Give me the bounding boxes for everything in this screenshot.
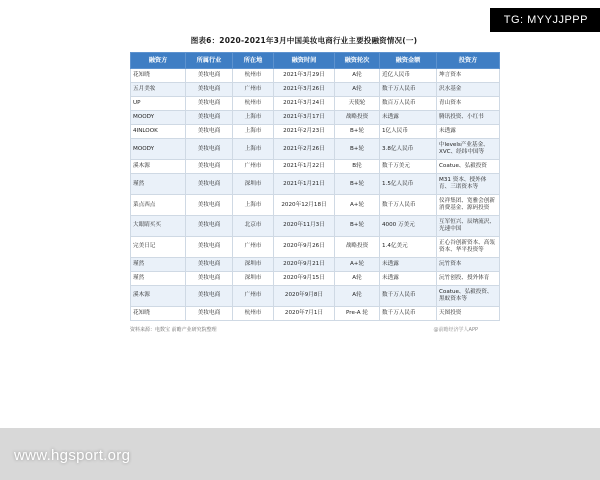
cell-investor: 天图投资 [437, 306, 500, 320]
cell-round: A轮 [335, 83, 380, 97]
cell-date: 2021年1月21日 [274, 174, 335, 195]
source-note: 资料来源：电数宝 前瞻产业研究院整理 [130, 326, 217, 333]
cell-amount: 1亿人民币 [380, 125, 437, 139]
telegram-watermark-badge: TG: MYYJJPPP [490, 8, 600, 32]
cell-investor: 仪祥集团、宽雅会创新消费基金、源码投资 [437, 195, 500, 216]
cell-company: 瑾然 [131, 257, 186, 271]
cell-industry: 美妆电商 [186, 97, 233, 111]
cell-company: 菜点西点 [131, 195, 186, 216]
cell-date: 2020年9月26日 [274, 236, 335, 257]
cell-investor: 沅竹创投、授外体育 [437, 271, 500, 285]
cell-industry: 美妆电商 [186, 216, 233, 237]
cell-round: B+轮 [335, 216, 380, 237]
cell-company: 瑾然 [131, 271, 186, 285]
cell-amount: 未透露 [380, 111, 437, 125]
cell-amount: 数百万人民币 [380, 97, 437, 111]
cell-industry: 美妆电商 [186, 139, 233, 160]
cell-company: 完美日记 [131, 236, 186, 257]
cell-round: A+轮 [335, 195, 380, 216]
table-row [131, 125, 500, 139]
cell-location: 上海市 [233, 125, 274, 139]
cell-amount: 3.8亿人民币 [380, 139, 437, 160]
cell-location: 上海市 [233, 139, 274, 160]
cell-date: 2020年9月21日 [274, 257, 335, 271]
cell-industry: 美妆电商 [186, 174, 233, 195]
financing-table [130, 52, 500, 321]
cell-company: 溪木源 [131, 285, 186, 306]
site-url-watermark: www.hgsport.org [14, 447, 131, 464]
cell-location: 上海市 [233, 111, 274, 125]
column-header-company: 融资方 [131, 52, 186, 68]
table-row [131, 285, 500, 306]
cell-amount: 近亿人民币 [380, 69, 437, 83]
cell-round: A轮 [335, 271, 380, 285]
figure-container [130, 36, 495, 333]
cell-investor: 沢水基金 [437, 83, 500, 97]
cell-round: B+轮 [335, 174, 380, 195]
cell-company: UP [131, 97, 186, 111]
cell-round: B+轮 [335, 139, 380, 160]
cell-amount: 未透露 [380, 271, 437, 285]
column-header-round: 融资轮次 [335, 52, 380, 68]
cell-company: MOODY [131, 111, 186, 125]
cell-amount: 数千万人民币 [380, 195, 437, 216]
cell-location: 北京市 [233, 216, 274, 237]
cell-amount: 数千万人民币 [380, 83, 437, 97]
cell-amount: 1.5亿人民币 [380, 174, 437, 195]
cell-date: 2021年3月24日 [274, 97, 335, 111]
cell-date: 2020年9月8日 [274, 285, 335, 306]
cell-date: 2021年3月26日 [274, 83, 335, 97]
table-row [131, 257, 500, 271]
cell-amount: 数千万美元 [380, 160, 437, 174]
cell-industry: 美妆电商 [186, 285, 233, 306]
column-header-location: 所在地 [233, 52, 274, 68]
cell-investor: 沅竹资本 [437, 257, 500, 271]
cell-date: 2021年3月17日 [274, 111, 335, 125]
cell-company: 花知晓 [131, 306, 186, 320]
cell-round: Pre-A 轮 [335, 306, 380, 320]
source-row [130, 326, 478, 333]
cell-round: 天使轮 [335, 97, 380, 111]
table-row [131, 111, 500, 125]
cell-date: 2021年1月22日 [274, 160, 335, 174]
cell-industry: 美妆电商 [186, 271, 233, 285]
cell-date: 2020年7月1日 [274, 306, 335, 320]
table-header-row [131, 52, 500, 68]
cell-amount: 4000 万美元 [380, 216, 437, 237]
column-header-industry: 所属行业 [186, 52, 233, 68]
cell-date: 2020年11月3日 [274, 216, 335, 237]
cell-location: 杭州市 [233, 97, 274, 111]
cell-investor: 未透露 [437, 125, 500, 139]
cell-investor: 腾讯投资、小红书 [437, 111, 500, 125]
cell-location: 深圳市 [233, 271, 274, 285]
publisher-note: @前瞻经济学人APP [433, 326, 478, 333]
cell-company: 大眼睛买买 [131, 216, 186, 237]
table-row [131, 174, 500, 195]
cell-location: 杭州市 [233, 69, 274, 83]
cell-industry: 美妆电商 [186, 111, 233, 125]
cell-date: 2021年3月29日 [274, 69, 335, 83]
cell-date: 2021年2月26日 [274, 139, 335, 160]
cell-industry: 美妆电商 [186, 257, 233, 271]
table-row [131, 306, 500, 320]
cell-round: 战略投资 [335, 111, 380, 125]
cell-location: 广州市 [233, 236, 274, 257]
cell-company: 溪木源 [131, 160, 186, 174]
table-header [131, 52, 500, 68]
figure-title: 图表6：2020-2021年3月中国美妆电商行业主要投融资情况(一) [190, 36, 418, 45]
column-header-investor: 投资方 [437, 52, 500, 68]
cell-investor: 互军恒兴、辰纳流沢、光速中国 [437, 216, 500, 237]
cell-location: 杭州市 [233, 306, 274, 320]
table-row [131, 69, 500, 83]
cell-industry: 美妆电商 [186, 160, 233, 174]
cell-investor: Coatue、弘毅投资、黑蚁资本等 [437, 285, 500, 306]
cell-investor: 中levels产业基金、XVC、经纬中国等 [437, 139, 500, 160]
cell-round: A轮 [335, 285, 380, 306]
cell-round: B轮 [335, 160, 380, 174]
table-row [131, 195, 500, 216]
table-row [131, 271, 500, 285]
cell-amount: 1.4亿美元 [380, 236, 437, 257]
cell-amount: 未透露 [380, 257, 437, 271]
cell-investor: 青山资本 [437, 97, 500, 111]
cell-date: 2020年9月15日 [274, 271, 335, 285]
cell-industry: 美妆电商 [186, 125, 233, 139]
cell-investor: Coatue、弘毅投资 [437, 160, 500, 174]
cell-round: 战略投资 [335, 236, 380, 257]
cell-location: 广州市 [233, 285, 274, 306]
cell-amount: 数千万人民币 [380, 285, 437, 306]
column-header-amount: 融资金额 [380, 52, 437, 68]
table-row [131, 97, 500, 111]
table-row [131, 216, 500, 237]
table-body [131, 69, 500, 321]
cell-industry: 美妆电商 [186, 306, 233, 320]
cell-investor: 坤言资本 [437, 69, 500, 83]
cell-location: 深圳市 [233, 174, 274, 195]
column-header-date: 融资时间 [274, 52, 335, 68]
cell-round: A+轮 [335, 257, 380, 271]
cell-company: 4INLOOK [131, 125, 186, 139]
cell-investor: 正心谷创新资本、高瓴资本、华平投资等 [437, 236, 500, 257]
cell-amount: 数千万人民币 [380, 306, 437, 320]
cell-company: MOODY [131, 139, 186, 160]
cell-company: 花知晓 [131, 69, 186, 83]
cell-location: 广州市 [233, 160, 274, 174]
table-row [131, 160, 500, 174]
cell-round: B+轮 [335, 125, 380, 139]
cell-date: 2021年2月23日 [274, 125, 335, 139]
cell-investor: M31 资本、授外体育、三诺资本等 [437, 174, 500, 195]
cell-industry: 美妆电商 [186, 195, 233, 216]
cell-company: 瑾然 [131, 174, 186, 195]
cell-industry: 美妆电商 [186, 236, 233, 257]
cell-location: 深圳市 [233, 257, 274, 271]
cell-industry: 美妆电商 [186, 69, 233, 83]
table-row [131, 139, 500, 160]
cell-industry: 美妆电商 [186, 83, 233, 97]
cell-date: 2020年12月18日 [274, 195, 335, 216]
table-row [131, 236, 500, 257]
cell-location: 广州市 [233, 83, 274, 97]
cell-company: 五月美妆 [131, 83, 186, 97]
cell-round: A轮 [335, 69, 380, 83]
cell-location: 上海市 [233, 195, 274, 216]
table-row [131, 83, 500, 97]
